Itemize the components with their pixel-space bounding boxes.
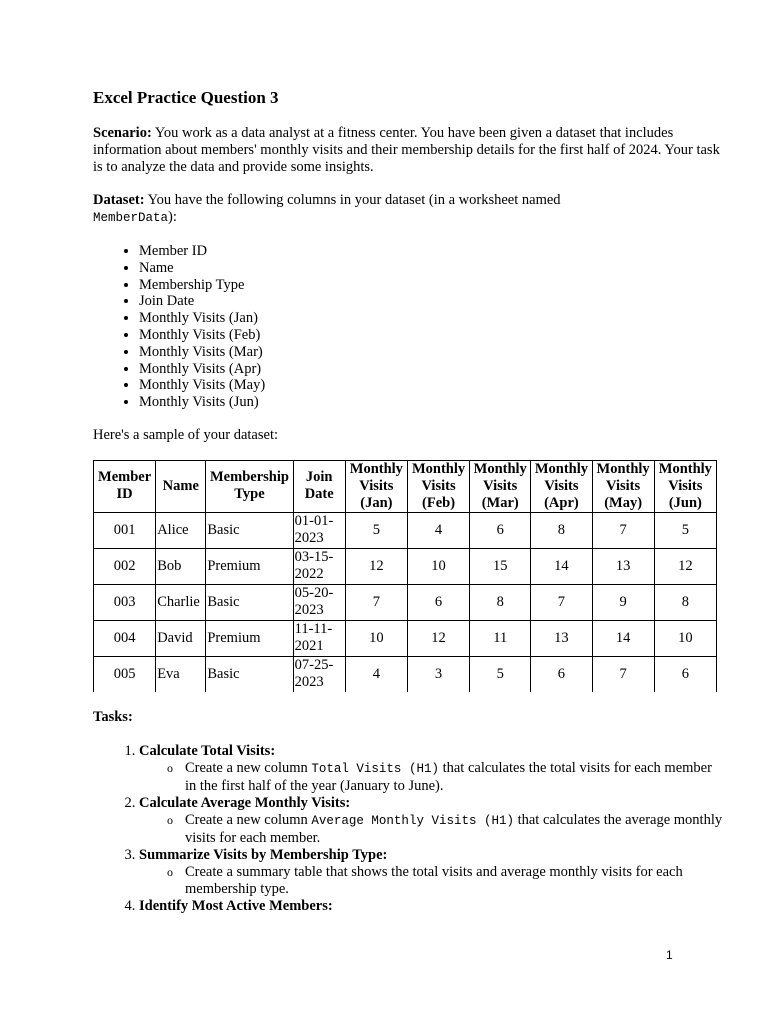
table-cell: 6	[531, 656, 592, 692]
table-cell: 9	[592, 584, 654, 620]
list-item: • Membership Type	[139, 277, 723, 294]
table-cell: 10	[654, 620, 716, 656]
task-subitem	[167, 864, 723, 898]
table-cell: 5	[345, 512, 407, 548]
dataset-text: You have the following columns in your dataset (in a worksheet named	[144, 192, 561, 208]
table-cell: 15	[470, 548, 531, 584]
column-code: Total Visits (H1)	[311, 761, 439, 776]
table-row	[94, 548, 717, 584]
table-cell: 7	[592, 656, 654, 692]
table-cell: 05-20-2023	[293, 584, 345, 620]
task-item	[139, 795, 723, 847]
table-cell: 12	[654, 548, 716, 584]
page-title: Excel Practice Question 3	[93, 88, 279, 107]
table-cell: David	[156, 620, 206, 656]
table-cell: 6	[407, 584, 469, 620]
table-header: Monthly Visits (Mar)	[470, 460, 531, 512]
dataset-label: Dataset:	[93, 192, 145, 208]
list-item: • Name	[139, 260, 723, 277]
table-cell: 6	[470, 512, 531, 548]
list-item: • Join Date	[139, 293, 723, 310]
dataset-paragraph	[93, 192, 723, 227]
table-cell: 8	[470, 584, 531, 620]
task-item	[139, 743, 723, 795]
table-cell: 7	[345, 584, 407, 620]
table-cell: Basic	[206, 512, 293, 548]
list-item: • Monthly Visits (Mar)	[139, 344, 723, 361]
table-cell: 11	[470, 620, 531, 656]
task-subitems	[139, 760, 723, 795]
table-cell: 005	[94, 656, 156, 692]
table-cell: 10	[407, 548, 469, 584]
task-title: Calculate Average Monthly Visits:	[139, 794, 351, 811]
sheet-name: MemberData	[93, 211, 169, 225]
table-cell: 4	[345, 656, 407, 692]
table-cell: 13	[592, 548, 654, 584]
document-content	[93, 88, 723, 915]
column-list	[93, 243, 723, 411]
sample-table	[93, 460, 717, 692]
list-item: • Monthly Visits (Feb)	[139, 327, 723, 344]
table-cell: 8	[654, 584, 716, 620]
table-cell: 01-01-2023	[293, 512, 345, 548]
table-header: Monthly Visits (Feb)	[407, 460, 469, 512]
table-row	[94, 620, 717, 656]
sample-intro: Here's a sample of your dataset:	[93, 426, 279, 443]
list-item: • Monthly Visits (Jan)	[139, 310, 723, 327]
table-row	[94, 656, 717, 692]
task-title: Summarize Visits by Membership Type:	[139, 846, 388, 863]
table-header: Monthly Visits (Jun)	[654, 460, 716, 512]
table-cell: Premium	[206, 620, 293, 656]
task-sub-text: Create a summary table that shows the total visits and average monthly visits for each membership type.	[185, 863, 683, 897]
task-title: Calculate Total Visits:	[139, 742, 276, 759]
table-cell: 6	[654, 656, 716, 692]
task-subitem	[167, 812, 723, 847]
list-item: • Monthly Visits (May)	[139, 377, 723, 394]
table-cell: Eva	[156, 656, 206, 692]
list-item: • Monthly Visits (Jun)	[139, 394, 723, 411]
table-cell: Basic	[206, 584, 293, 620]
table-cell: Premium	[206, 548, 293, 584]
dataset-text-end: ):	[168, 209, 177, 225]
page-number: 1	[666, 948, 673, 962]
table-header: Member ID	[94, 460, 156, 512]
table-header-row	[94, 460, 717, 512]
table-cell: 13	[531, 620, 592, 656]
task-title: Identify Most Active Members:	[139, 897, 333, 914]
task-subitem	[167, 760, 723, 795]
task-sub-text: that calculates the total visits for each member in the first half of the year (January to June).	[185, 759, 712, 794]
table-cell: 07-25-2023	[293, 656, 345, 692]
table-row	[94, 512, 717, 548]
scenario-text: You work as a data analyst at a fitness center. You have been given a dataset that includes information about members' monthly visits and their membership details for the first half of 2024. Your task is to analyze the data and provide some insights.	[93, 125, 720, 175]
table-cell: 5	[654, 512, 716, 548]
table-cell: 001	[94, 512, 156, 548]
tasks-heading: Tasks:	[93, 708, 133, 725]
table-header: Name	[156, 460, 206, 512]
table-cell: 14	[592, 620, 654, 656]
task-item	[139, 898, 723, 915]
task-sub-text: Create a new column	[185, 759, 312, 776]
table-cell: 004	[94, 620, 156, 656]
task-item	[139, 847, 723, 898]
table-cell: 11-11-2021	[293, 620, 345, 656]
list-item: • Member ID	[139, 243, 723, 260]
table-header: Monthly Visits (May)	[592, 460, 654, 512]
table-cell: 5	[470, 656, 531, 692]
table-cell: 12	[407, 620, 469, 656]
table-cell: 7	[531, 584, 592, 620]
table-cell: Alice	[156, 512, 206, 548]
table-cell: Charlie	[156, 584, 206, 620]
task-list	[93, 743, 723, 915]
table-header: Join Date	[293, 460, 345, 512]
column-code: Average Monthly Visits (H1)	[311, 813, 514, 828]
table-cell: 8	[531, 512, 592, 548]
table-cell: 14	[531, 548, 592, 584]
table-header: Membership Type	[206, 460, 293, 512]
table-cell: Bob	[156, 548, 206, 584]
table-cell: 03-15-2022	[293, 548, 345, 584]
scenario-paragraph	[93, 125, 723, 176]
table-row	[94, 584, 717, 620]
scenario-label: Scenario:	[93, 125, 152, 141]
table-cell: 12	[345, 548, 407, 584]
task-sub-text: Create a new column	[185, 811, 312, 828]
table-cell: 7	[592, 512, 654, 548]
table-cell: 002	[94, 548, 156, 584]
table-cell: 4	[407, 512, 469, 548]
list-item: • Monthly Visits (Apr)	[139, 361, 723, 378]
task-subitems	[139, 864, 723, 898]
table-header: Monthly Visits (Jan)	[345, 460, 407, 512]
table-cell: Basic	[206, 656, 293, 692]
table-cell: 003	[94, 584, 156, 620]
task-sub-text: that calculates the average monthly visits for each member.	[185, 811, 723, 846]
table-header: Monthly Visits (Apr)	[531, 460, 592, 512]
table-cell: 10	[345, 620, 407, 656]
table-cell: 3	[407, 656, 469, 692]
task-subitems	[139, 812, 723, 847]
